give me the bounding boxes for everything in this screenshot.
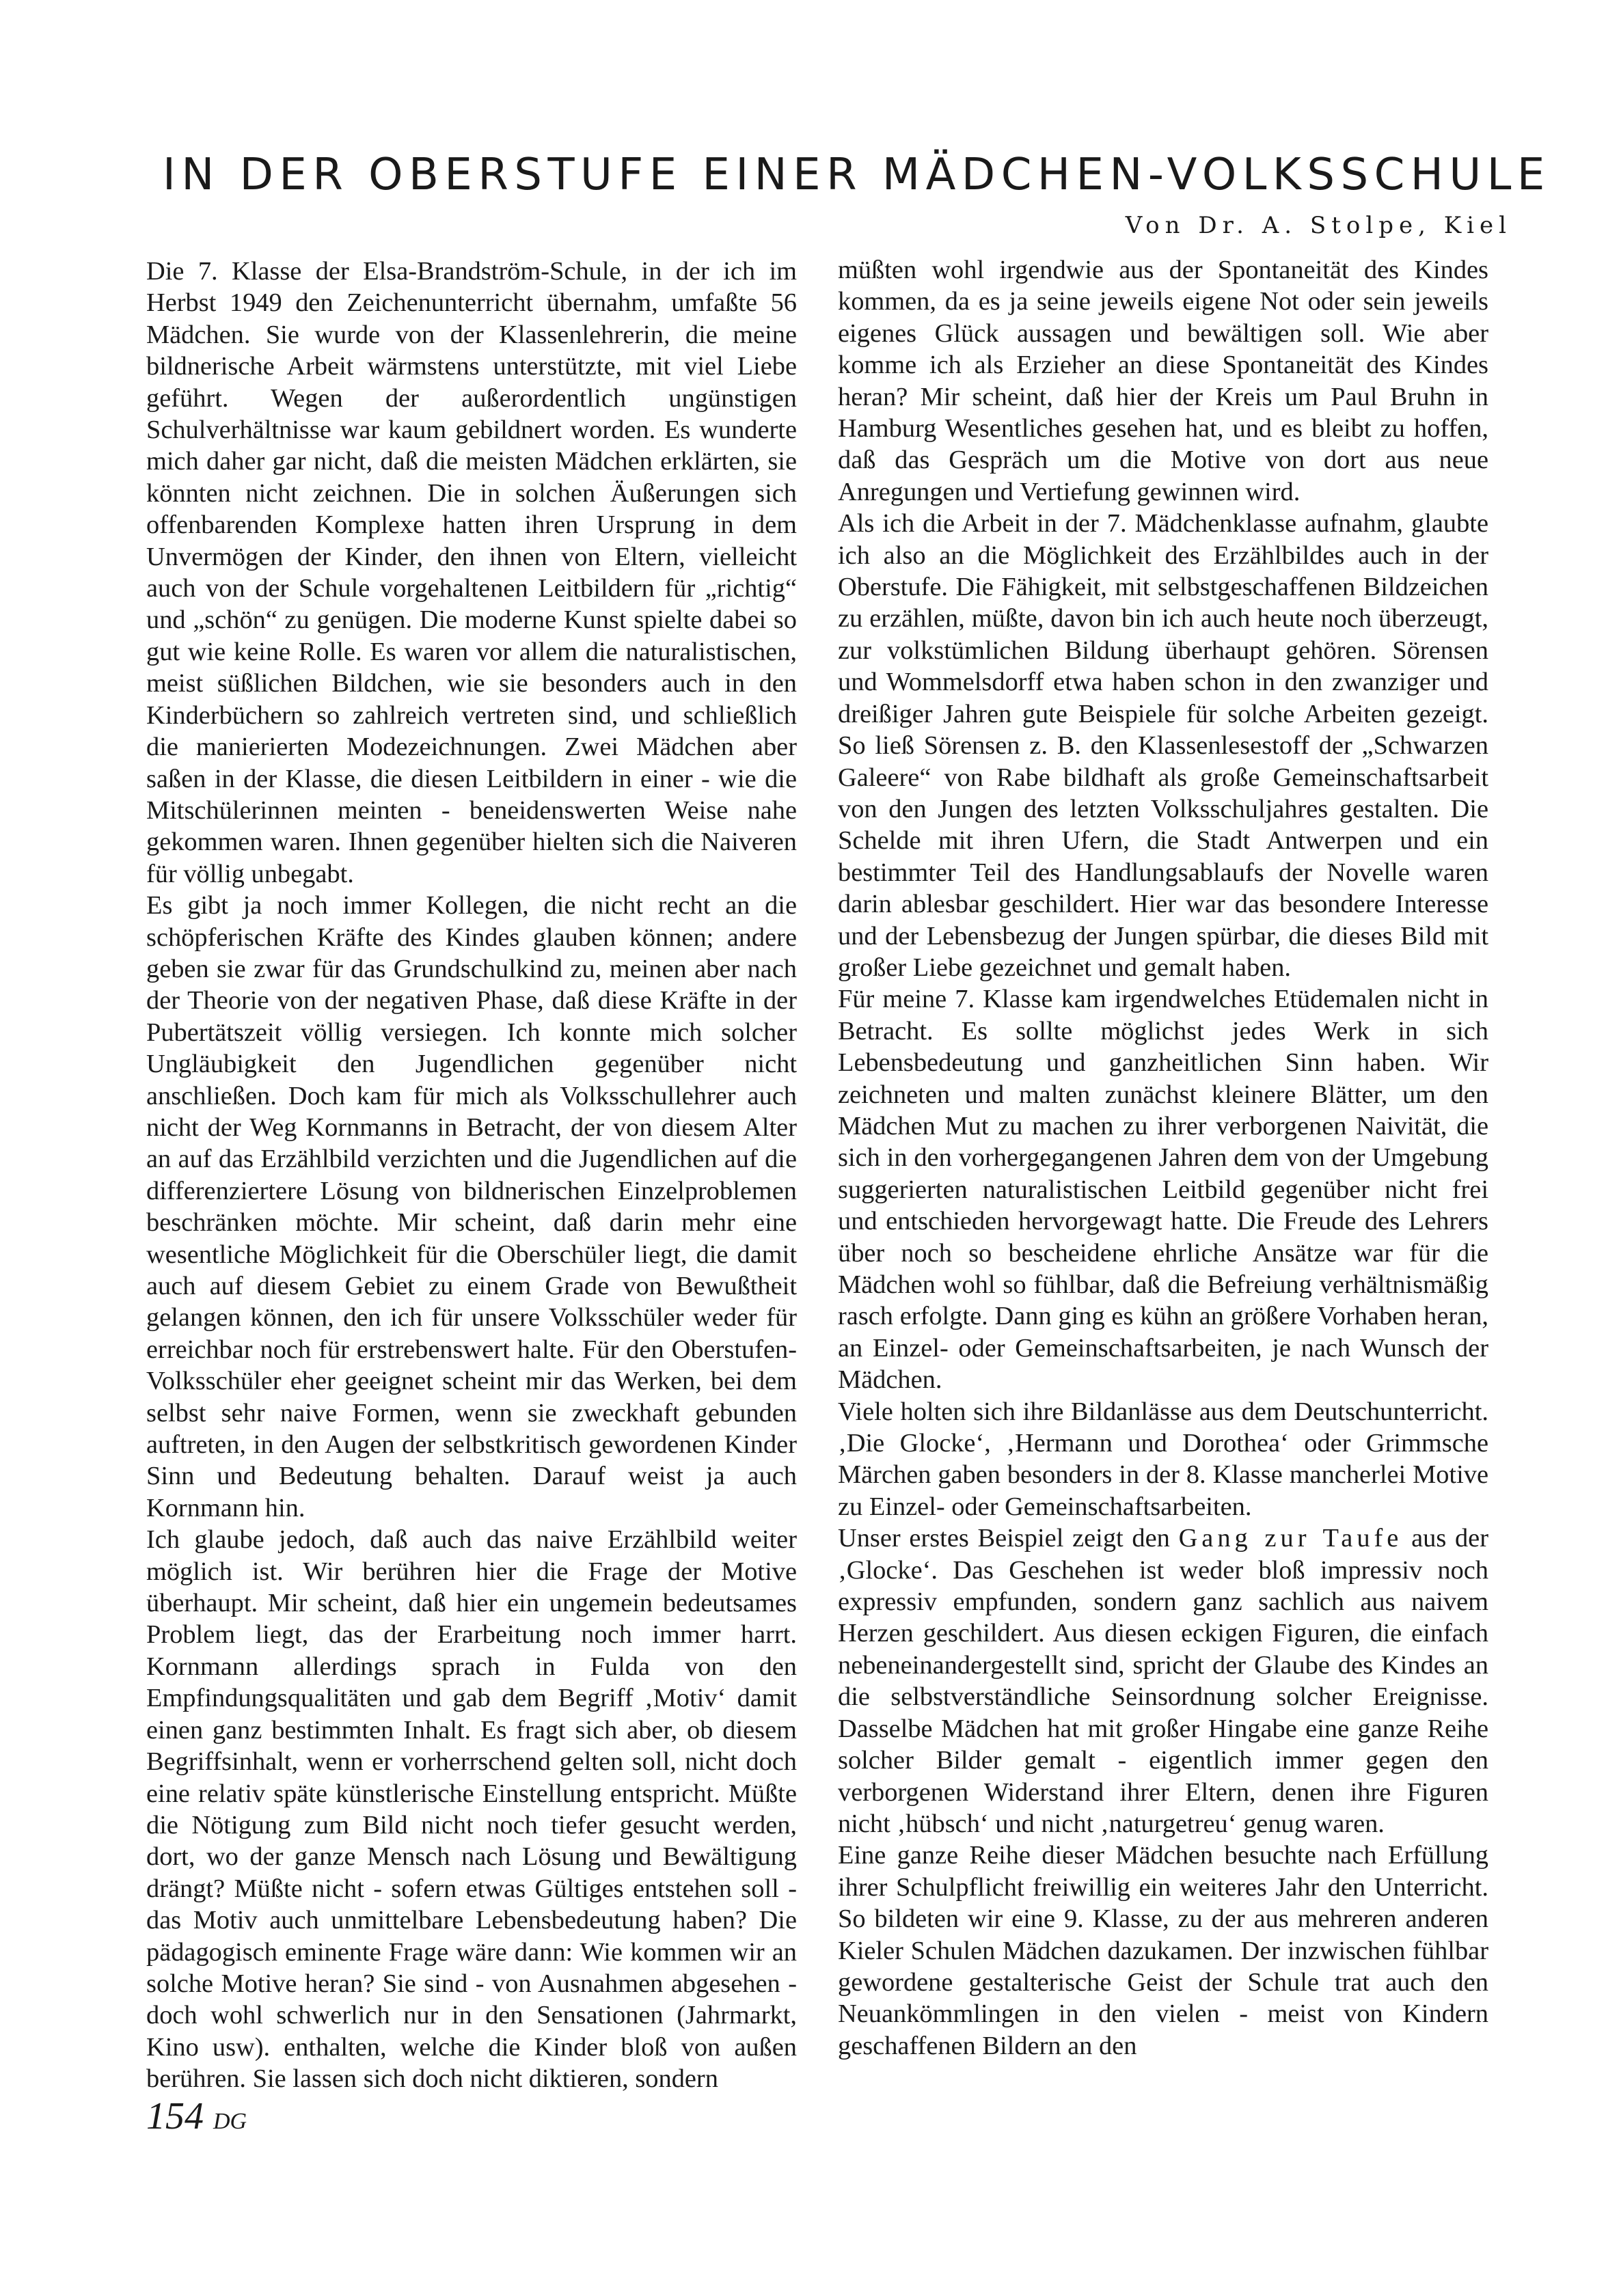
paragraph: Als ich die Arbeit in der 7. Mädchenklasse aufnahm, glaubte ich also an die Möglichkeit des Erzählbildes auch in der Oberstufe. Die Fähigkeit, mit selbstgeschaffenen Bildzeichen zu erzählen, müßte, davon bin ich auch heute noch überzeugt, zur volkstümlichen Bildung überhaupt gehören. Sörensen und Wommelsdorff etwa haben schon in den zwanziger und dreißiger Jahren gute Beispiele für solche Arbeiten gezeigt. So ließ Sörensen z. B. den Klassenlesestoff der „Schwarzen Galeere“ von Rabe bildhaft als große Gemeinschaftsarbeit von den Jungen des letzten Volksschuljahres gestalten. Die Schelde mit ihren Ufern, die Stadt Antwerpen und ein bestimmter Teil des Handlungsablaufs der Novelle waren darin ablesbar geschildert. Hier war das besondere Interesse und der Lebensbezug der Jungen spürbar, die dieses Bild mit großer Liebe gezeichnet und gemalt haben. [838,509,1488,982]
text-column-right [838,254,1488,2062]
paragraph: Ich glaube jedoch, daß auch das naive Erzählbild weiter möglich ist. Wir berühren hier die Frage der Motive überhaupt. Mir scheint, daß hier ein ungemein bedeutsames Problem liegt, das der Erarbeitung noch immer harrt. Kornmann allerdings sprach in Fulda von den Empfindungsqualitäten und gab dem Begriff ‚Motiv‘ damit einen ganz bestimmten Inhalt. Es fragt sich aber, ob diesem Begriffsinhalt, wenn er vorherrschend gelten soll, nicht doch eine relativ späte künstlerische Einstellung entspricht. Müßte die Nötigung zum Bild nicht noch tiefer gesucht werden, dort, wo der ganze Mensch nach Lösung und Bewältigung drängt? Müßte nicht - sofern etwas Gültiges entstehen soll - das Motiv auch unmittelbare Lebensbedeutung haben? Die pädagogisch eminente Frage wäre dann: Wie kommen wir an solche Motive heran? Sie sind - von Ausnahmen abgesehen - doch wohl schwerlich nur in den Sensationen (Jahrmarkt, Kino usw). enthalten, welche die Kinder bloß von außen berühren. Sie lassen sich doch nicht diktieren, sondern [146,1525,797,2094]
paragraph-lead: Unser erstes Beispiel zeigt den [838,1524,1170,1553]
paragraph: Die 7. Klasse der Elsa-Brandström-Schule, in der ich im Herbst 1949 den Zeichenunterricht übernahm, umfaßte 56 Mädchen. Sie wurde von der Klassenlehrerin, die meine bildnerische Arbeit wärmstens unterstützte, mit viel Liebe geführt. Wegen der außerordentlich ungünstigen Schulverhältnisse war kaum gebildnert worden. Es wunderte mich daher gar nicht, daß die meisten Mädchen erklärten, sie könnten nicht zeichnen. Die in solchen Äußerungen sich offenbarenden Komplexe hatten ihren Ursprung in dem Unvermögen der Kinder, den ihnen von Eltern, vielleicht auch von der Schule vorgehaltenen Leitbildern für „richtig“ und „schön“ zu genügen. Die moderne Kunst spielte dabei so gut wie keine Rolle. Es waren vor allem die naturalistischen, meist süßlichen Bildchen, wie sie besonders auch in den Kinderbüchern so zahlreich vertreten sind, und schließlich die manierierten Modezeichnungen. Zwei Mädchen aber saßen in der Klasse, die diesen Leitbildern in einer - wie die Mitschülerinnen meinten - beneidenswerten Weise nahe gekommen waren. Ihnen gegenüber hielten sich die Naiveren für völlig unbegabt. [146,257,797,888]
article-byline: Von Dr. A. Stolpe, Kiel [1125,212,1512,239]
journal-mark: DG [213,2109,247,2134]
paragraph [838,1522,1488,1840]
paragraph: Es gibt ja noch immer Kollegen, die nicht recht an die schöpferischen Kräfte des Kindes glauben können; andere geben sie zwar für das Grundschulkind zu, meinen aber nach der Theorie von der negativen Phase, daß diese Kräfte in der Pubertätszeit völlig versiegen. Ich konnte mich solcher Ungläubigkeit den Jugendlichen gegenüber nicht anschließen. Doch kam für mich als Volksschullehrer auch nicht der Weg Kornmanns in Betracht, der von diesem Alter an auf das Erzählbild verzichten und die Jugendlichen auf die differenziertere Lösung von bildnerischen Einzelproblemen beschränken möchte. Mir scheint, daß darin mehr eine wesentliche Möglichkeit für die Oberschüler liegt, die damit auch auf diesem Gebiet zu einem Grade von Bewußtheit gelangen können, den ich für unsere Volksschüler weder für erreichbar noch für erstrebenswert halte. Für den Oberstufen-Volksschüler eher geeignet scheint mir das Werken, bei dem selbst sehr naive Formen, wenn sie zweckhaft gebunden auftreten, in den Augen der selbstkritisch gewordenen Kinder Sinn und Bedeutung behalten. Darauf weist ja auch Kornmann hin. [146,891,797,1522]
paragraph: Für meine 7. Klasse kam irgendwelches Etüdemalen nicht in Betracht. Es sollte möglichst jedes Werk in sich Lebensbedeutung und ganzheitlichen Sinn haben. Wir zeichneten und malten zunächst kleinere Blätter, um den Mädchen Mut zu machen zu ihrer verborgenen Naivität, die sich in den vorhergegangenen Jahren dem von der Umgebung suggerierten naturalistischen Leitbild gegenüber nicht frei und entschieden hervorgewagt hatte. Die Freude des Lehrers über noch so bescheidene ehrliche Ansätze war für die Mädchen wohl so fühlbar, daß die Befreiung verhältnismäßig rasch erfolgte. Dann ging es kühn an größere Vorhaben heran, an Einzel- oder Gemeinschaftsarbeiten, je nach Wunsch der Mädchen. [838,985,1488,1395]
article-title: IN DER OBERSTUFE EINER MÄDCHEN-VOLKSSCHULE [163,150,1551,200]
page-folio [146,2092,247,2146]
paragraph: Viele holten sich ihre Bildanlässe aus dem Deutschunterricht. ‚Die Glocke‘, ‚Hermann und Dorothea‘ oder Grimmsche Märchen gaben besonders in der 8. Klasse mancherlei Motive zu Einzel- oder Gemeinschaftsarbeiten. [838,1397,1488,1521]
page-number: 154 [146,2095,204,2137]
emphasized-title: Gang zur Taufe [1178,1524,1403,1553]
paragraph-rest: aus der ‚Glocke‘. Das Geschehen ist weder bloß impressiv noch expressiv empfunden, sondern ganz sachlich aus naivem Herzen geschildert. Aus diesen eckigen Figuren, die einfach nebeneinandergestellt sind, spricht der Glaube des Kindes an die selbstverständliche Seinsordnung solcher Ereignisse. Dasselbe Mädchen hat mit großer Hingabe eine ganze Reihe solcher Bilder gemalt - eigentlich immer gegen den verborgenen Widerstand ihrer Eltern, denen ihre Figuren nicht ‚hübsch‘ und nicht ‚naturgetreu‘ genug waren. [838,1524,1488,1838]
text-column-left [146,256,797,2095]
paragraph: müßten wohl irgendwie aus der Spontaneität des Kindes kommen, da es ja seine jeweils eigene Not oder sein jeweils eigenes Glück aussagen und bewältigen soll. Wie aber komme ich als Erzieher an diese Spontaneität des Kindes heran? Mir scheint, daß hier der Kreis um Paul Bruhn in Hamburg Wesentliches gesehen hat, und es bleibt zu hoffen, daß das Gespräch um die Motive von dort aus neue Anregungen und Vertiefung gewinnen wird. [838,256,1488,506]
paragraph: Eine ganze Reihe dieser Mädchen besuchte nach Erfüllung ihrer Schulpflicht freiwillig ein weiteres Jahr den Unterricht. So bildeten wir eine 9. Klasse, zu der aus mehreren anderen Kieler Schulen Mädchen dazukamen. Der inzwischen fühlbar gewordene gestalterische Geist der Schule trat auch den Neuankömmlingen in den vielen - meist von Kindern geschaffenen Bildern an den [838,1841,1488,2060]
